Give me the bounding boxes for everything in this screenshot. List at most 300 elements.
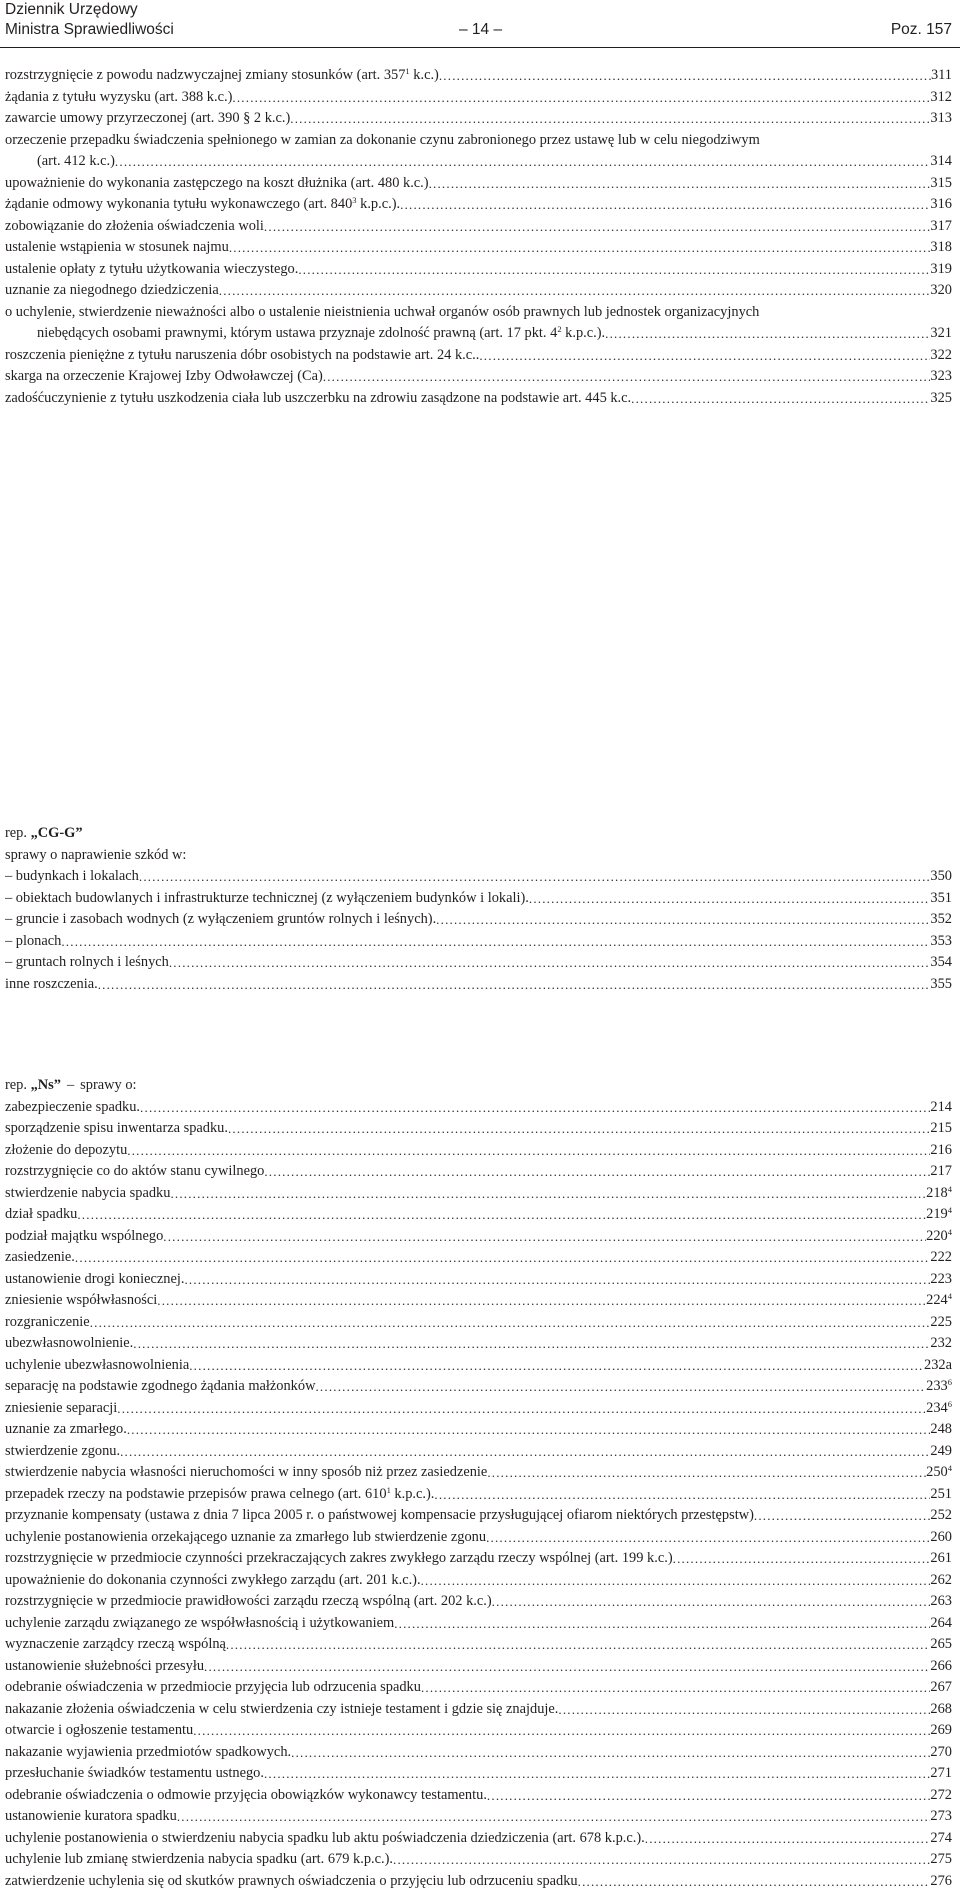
entry-page xyxy=(926,1204,952,1226)
entry-text xyxy=(5,974,98,996)
entry-text xyxy=(5,1828,645,1850)
entry-text xyxy=(5,1183,170,1205)
entry-text-main: – obiektach budowlanych i infrastrukturze technicznej (z wyłączeniem budynków i lokali). xyxy=(5,890,529,906)
toc-entry xyxy=(5,1591,952,1613)
dot-leader xyxy=(393,1849,930,1871)
entry-page-number: 315 xyxy=(930,175,952,191)
entry-text-main: odebranie oświadczenia w przedmiocie przyjęcia lub odrzucenia spadku xyxy=(5,1679,421,1695)
entry-page-number: 320 xyxy=(930,282,952,298)
entry-page xyxy=(930,345,952,367)
entry-page-number: 263 xyxy=(930,1593,952,1609)
entry-text xyxy=(5,1527,486,1549)
entry-page-number: 217 xyxy=(930,1163,952,1179)
dot-leader xyxy=(529,888,931,910)
toc-entry xyxy=(5,1828,952,1850)
toc-entry xyxy=(5,931,952,953)
entry-page-number: 350 xyxy=(930,868,952,884)
toc-entry xyxy=(5,952,952,974)
entry-page xyxy=(930,173,952,195)
entry-page-number: 251 xyxy=(930,1486,952,1502)
toc-entry xyxy=(5,1871,952,1892)
dot-leader xyxy=(204,1656,930,1678)
entry-page xyxy=(930,108,952,130)
dot-leader xyxy=(434,1484,930,1506)
dot-leader xyxy=(264,1763,930,1785)
toc-entry xyxy=(5,1763,952,1785)
entry-page-number: 223 xyxy=(930,1271,952,1287)
toc-entry xyxy=(5,1140,952,1162)
entry-page xyxy=(930,1247,952,1269)
entry-page-number: 252 xyxy=(930,1507,952,1523)
cgg-heading-label: „CG-G” xyxy=(31,825,83,841)
dot-leader xyxy=(394,1613,930,1635)
toc-entry xyxy=(5,1312,952,1334)
toc-entry xyxy=(5,216,952,238)
toc-entry xyxy=(5,1333,952,1355)
entry-page-number: 271 xyxy=(930,1765,952,1781)
entry-text-main: nakazanie wyjawienia przedmiotów spadkowych. xyxy=(5,1744,291,1760)
entry-text-main: rozstrzygnięcie co do aktów stanu cywilnego xyxy=(5,1163,264,1179)
entry-page xyxy=(930,323,952,345)
entry-text xyxy=(5,1140,127,1162)
entry-page-number: 353 xyxy=(930,933,952,949)
entry-page-number: 250 xyxy=(926,1464,948,1480)
toc-entry xyxy=(5,259,952,281)
cgg-subtitle: sprawy o naprawienie szkód w: xyxy=(5,845,952,867)
entry-page-number: 234 xyxy=(926,1400,948,1416)
entry-text-main: nakazanie złożenia oświadczenia w celu stwierdzenia czy istnieje testament i gdzie się znajduje. xyxy=(5,1701,558,1717)
dot-leader xyxy=(157,1290,926,1312)
dot-leader xyxy=(264,216,930,238)
entry-page xyxy=(930,1656,952,1678)
toc-entry xyxy=(5,1699,952,1721)
dot-leader xyxy=(439,65,931,87)
entry-page-number: 323 xyxy=(930,368,952,384)
entry-text-main: ubezwłasnowolnienie. xyxy=(5,1335,133,1351)
entry-page xyxy=(930,151,952,173)
entry-page xyxy=(930,280,952,302)
entry-page-number: 314 xyxy=(930,153,952,169)
toc-entry xyxy=(5,1247,952,1269)
entry-continuation xyxy=(5,323,952,345)
entry-text xyxy=(5,1290,157,1312)
entry-text-main: rozstrzygnięcie z powodu nadzwyczajnej zmiany stosunków (art. 357 xyxy=(5,67,405,83)
entry-text-main: zadośćuczynienie z tytułu uszkodzenia ciała lub uszczerbku na zdrowiu zasądzone na podstawie art. 445 k.c. xyxy=(5,390,631,406)
entry-text-main: uznanie za zmarłego. xyxy=(5,1421,127,1437)
entry-text xyxy=(5,173,429,195)
dot-leader xyxy=(75,1247,930,1269)
entry-page xyxy=(930,888,952,910)
dot-leader xyxy=(184,1269,930,1291)
entry-page-number: 224 xyxy=(926,1292,948,1308)
entry-text xyxy=(5,1785,487,1807)
entry-text-main: wyznaczenie zarządcy rzeczą wspólną xyxy=(5,1636,226,1652)
entry-text-main: ustanowienie drogi koniecznej. xyxy=(5,1271,184,1287)
dot-leader xyxy=(264,1161,930,1183)
entry-page-number: 352 xyxy=(930,911,952,927)
toc-entry xyxy=(5,1634,952,1656)
dot-leader xyxy=(421,1570,931,1592)
entry-text-after: k.p.c.). xyxy=(562,325,606,341)
toc-entry xyxy=(5,345,952,367)
dot-leader xyxy=(127,1419,931,1441)
toc-entry xyxy=(5,1742,952,1764)
entry-text xyxy=(5,1484,434,1506)
dot-leader xyxy=(673,1548,931,1570)
entry-text-superscript: 1 xyxy=(387,1485,391,1495)
dot-leader xyxy=(486,1527,930,1549)
entry-text xyxy=(5,1849,393,1871)
entry-text xyxy=(5,345,479,367)
entry-page xyxy=(930,1677,952,1699)
ministry-name: Ministra Sprawiedliwości xyxy=(5,20,174,39)
entry-page-number: 322 xyxy=(930,347,952,363)
entry-page xyxy=(930,1161,952,1183)
header-rule xyxy=(0,47,960,48)
dot-leader xyxy=(229,237,931,259)
toc-entry xyxy=(5,1398,952,1420)
ns-heading-label: „Ns” xyxy=(31,1077,61,1093)
toc-entry xyxy=(5,1183,952,1205)
entry-page xyxy=(930,216,952,238)
entry-text-main: separację na podstawie zgodnego żądania małżonków xyxy=(5,1378,315,1394)
entry-page-number: 312 xyxy=(930,89,952,105)
entry-page-number: 265 xyxy=(930,1636,952,1652)
entry-text xyxy=(5,1656,204,1678)
dot-leader xyxy=(77,1204,926,1226)
entry-text-main: – plonach xyxy=(5,933,61,949)
entry-text-main: uznanie za niegodnego dziedziczenia xyxy=(5,282,219,298)
entry-page xyxy=(930,1548,952,1570)
toc-entry xyxy=(5,65,952,87)
entry-text-superscript: 2 xyxy=(557,324,561,334)
toc-entry xyxy=(5,1269,952,1291)
entry-text-superscript: 1 xyxy=(405,66,409,76)
dot-leader xyxy=(605,323,930,345)
ns-heading xyxy=(5,1075,952,1097)
dot-leader xyxy=(219,280,931,302)
entry-page xyxy=(930,1742,952,1764)
entry-page-number: 325 xyxy=(930,390,952,406)
entry-text-after: k.p.c.). xyxy=(357,196,401,212)
dot-leader xyxy=(226,1634,931,1656)
entry-text: o uchylenie, stwierdzenie nieważności albo o ustalenie nieistnienia uchwał organów osób prawnych lub jednostek organizacyjnych xyxy=(5,302,952,324)
entry-text xyxy=(5,909,436,931)
entry-text xyxy=(5,108,290,130)
dot-leader xyxy=(120,1441,930,1463)
toc-entry xyxy=(5,87,952,109)
entry-text xyxy=(5,1613,394,1635)
dot-leader xyxy=(558,1699,930,1721)
entry-page xyxy=(930,1613,952,1635)
entry-page-number: 248 xyxy=(930,1421,952,1437)
entry-text xyxy=(37,151,115,173)
entry-text-main: podział majątku wspólnego xyxy=(5,1228,163,1244)
entry-page xyxy=(930,87,952,109)
entry-page xyxy=(930,1097,952,1119)
entry-page-number: 273 xyxy=(930,1808,952,1824)
entry-page xyxy=(930,909,952,931)
entry-page-number: 260 xyxy=(930,1529,952,1545)
entry-text xyxy=(5,1548,673,1570)
entry-page-number: 268 xyxy=(930,1701,952,1717)
entry-page-superscript: 6 xyxy=(948,1399,952,1409)
entry-text-main: ustanowienie służebności przesyłu xyxy=(5,1658,204,1674)
entry-page-number: 262 xyxy=(930,1572,952,1588)
dot-leader xyxy=(290,108,930,130)
entry-page xyxy=(930,1699,952,1721)
entry-page xyxy=(930,1269,952,1291)
toc-entry xyxy=(5,1548,952,1570)
entry-text xyxy=(5,866,139,888)
entry-page xyxy=(930,1806,952,1828)
dot-leader xyxy=(189,1355,924,1377)
entry-text xyxy=(5,1118,228,1140)
entry-page-number: 276 xyxy=(930,1873,952,1889)
entry-page xyxy=(930,1570,952,1592)
entry-text xyxy=(5,1161,264,1183)
entry-text-main: skarga na orzeczenie Krajowej Izby Odwoławczej (Ca) xyxy=(5,368,323,384)
entry-text-main: (art. 412 k.c.) xyxy=(37,153,115,169)
entry-text xyxy=(5,888,529,910)
toc-entry xyxy=(5,1806,952,1828)
entry-text-main: niebędących osobami prawnymi, którym ustawa przyznaje zdolność prawną (art. 17 pkt. 4 xyxy=(37,325,557,341)
dot-leader xyxy=(291,1742,930,1764)
ns-heading-dash: – xyxy=(67,1075,74,1097)
entry-page xyxy=(930,1763,952,1785)
entry-page-number: 225 xyxy=(930,1314,952,1330)
entry-text-main: zawarcie umowy przyrzeczonej (art. 390 § 2 k.c.) xyxy=(5,110,290,126)
toc-entry xyxy=(5,1849,952,1871)
entry-page xyxy=(930,1333,952,1355)
entry-text-main: stwierdzenie nabycia własności nieruchomości w inny sposób niż przez zasiedzenie xyxy=(5,1464,487,1480)
entry-page xyxy=(930,1871,952,1892)
entry-text xyxy=(5,87,232,109)
entry-page-number: 321 xyxy=(930,325,952,341)
entry-text-superscript: 3 xyxy=(352,195,356,205)
toc-entry xyxy=(5,237,952,259)
entry-page-number: 222 xyxy=(930,1249,952,1265)
entry-page-number: 220 xyxy=(926,1228,948,1244)
cgg-heading-prefix: rep. xyxy=(5,825,31,841)
entry-page-number: 316 xyxy=(930,196,952,212)
toc-entry xyxy=(5,388,952,410)
entry-text xyxy=(5,1806,177,1828)
toc-entry xyxy=(5,909,952,931)
toc-entry xyxy=(5,366,952,388)
toc-entry xyxy=(5,1097,952,1119)
entry-page xyxy=(930,1828,952,1850)
entry-page xyxy=(930,1849,952,1871)
cgg-section xyxy=(5,823,952,995)
entry-text xyxy=(5,1742,291,1764)
dot-leader xyxy=(429,173,931,195)
entry-text-main: – gruncie i zasobach wodnych (z wyłączeniem gruntów rolnych i leśnych). xyxy=(5,911,436,927)
entry-page-number: 274 xyxy=(930,1830,952,1846)
toc-entry xyxy=(5,280,952,302)
entry-page xyxy=(926,1398,952,1420)
entry-text-main: zatwierdzenie uchylenia się od skutków prawnych oświadczenia o przyjęciu lub odrzuceniu spadku xyxy=(5,1873,578,1889)
entry-text-main: przesłuchanie świadków testamentu ustnego. xyxy=(5,1765,264,1781)
entry-page xyxy=(930,366,952,388)
entry-text xyxy=(5,1247,75,1269)
dot-leader xyxy=(487,1785,930,1807)
dot-leader xyxy=(315,1376,926,1398)
ns-heading-rest: sprawy o: xyxy=(80,1077,136,1093)
entry-page-number: 249 xyxy=(930,1443,952,1459)
toc-entry xyxy=(5,1226,952,1248)
entry-text xyxy=(5,1591,492,1613)
dot-leader xyxy=(487,1462,926,1484)
entry-text-main: zobowiązanie do złożenia oświadczenia woli xyxy=(5,218,264,234)
dot-leader xyxy=(400,194,930,216)
toc-entry xyxy=(5,1462,952,1484)
entry-text-main: stwierdzenie nabycia spadku xyxy=(5,1185,170,1201)
entry-text-main: – gruntach rolnych i leśnych xyxy=(5,954,169,970)
entry-text-main: zasiedzenie. xyxy=(5,1249,75,1265)
entry-page xyxy=(930,1591,952,1613)
entry-page-number: 319 xyxy=(930,261,952,277)
entry-page-number: 266 xyxy=(930,1658,952,1674)
entry-page xyxy=(930,1312,952,1334)
journal-title: Dziennik Urzędowy xyxy=(5,0,138,19)
ns-heading-prefix: rep. xyxy=(5,1077,31,1093)
entry-page xyxy=(930,259,952,281)
entry-text-main: żądania z tytułu wyzysku (art. 388 k.c.) xyxy=(5,89,232,105)
dot-leader xyxy=(177,1806,931,1828)
dot-leader xyxy=(578,1871,931,1892)
cgg-entries xyxy=(5,866,952,995)
entry-text-main: rozstrzygnięcie w przedmiocie prawidłowości zarządu rzeczą wspólną (art. 202 k.c.) xyxy=(5,1593,492,1609)
dot-leader xyxy=(115,151,930,173)
entry-text-main: ustalenie opłaty z tytułu użytkowania wieczystego. xyxy=(5,261,298,277)
entry-page-number: 269 xyxy=(930,1722,952,1738)
dot-leader xyxy=(193,1720,930,1742)
entry-page-number: 318 xyxy=(930,239,952,255)
dot-leader xyxy=(98,974,931,996)
dot-leader xyxy=(323,366,931,388)
toc-entry xyxy=(5,1570,952,1592)
entry-text xyxy=(5,1398,117,1420)
dot-leader xyxy=(298,259,930,281)
entry-text-main: ustanowienie kuratora spadku xyxy=(5,1808,177,1824)
toc-entry xyxy=(5,173,952,195)
entry-page xyxy=(930,1419,952,1441)
toc-entry xyxy=(5,1505,952,1527)
dot-leader xyxy=(127,1140,930,1162)
entry-page xyxy=(930,1118,952,1140)
entry-page-number: 216 xyxy=(930,1142,952,1158)
entry-text-main: otwarcie i ogłoszenie testamentu xyxy=(5,1722,193,1738)
entry-text xyxy=(5,1355,189,1377)
entry-text-main: rozgraniczenie xyxy=(5,1314,90,1330)
dot-leader xyxy=(61,931,930,953)
dot-leader xyxy=(139,866,931,888)
toc-entry xyxy=(5,1419,952,1441)
entry-text-main: przyznanie kompensaty (ustawa z dnia 7 lipca 2005 r. o państwowej kompensacie przysługującej ofiarom niektórych przestępstw) xyxy=(5,1507,754,1523)
toc-entry xyxy=(5,1376,952,1398)
entry-text xyxy=(5,65,439,87)
toc-entry xyxy=(5,1161,952,1183)
toc-entry xyxy=(5,1355,952,1377)
entry-page xyxy=(926,1290,952,1312)
dot-leader xyxy=(170,1183,926,1205)
entry-text-main: dział spadku xyxy=(5,1206,77,1222)
entry-text xyxy=(5,1441,120,1463)
toc-entry xyxy=(5,1204,952,1226)
toc-entry xyxy=(5,1613,952,1635)
entry-page xyxy=(930,1720,952,1742)
entry-page xyxy=(930,952,952,974)
entry-text xyxy=(5,1097,140,1119)
toc-entry xyxy=(5,1656,952,1678)
entry-page xyxy=(930,1785,952,1807)
entry-page-number: 232a xyxy=(924,1357,952,1373)
toc-entry xyxy=(5,1785,952,1807)
entry-text xyxy=(5,366,323,388)
dot-leader xyxy=(133,1333,930,1355)
entry-text xyxy=(5,1419,127,1441)
dot-leader xyxy=(140,1097,930,1119)
entry-text-main: – budynkach i lokalach xyxy=(5,868,139,884)
page-number: – 14 – xyxy=(459,20,502,39)
dot-leader xyxy=(163,1226,926,1248)
entry-page-number: 313 xyxy=(930,110,952,126)
entry-page xyxy=(930,1634,952,1656)
entry-text xyxy=(5,1871,578,1892)
entry-text xyxy=(5,1677,421,1699)
entry-page xyxy=(930,388,952,410)
entry-page xyxy=(926,1462,952,1484)
entry-page-number: 218 xyxy=(926,1185,948,1201)
entry-continuation xyxy=(5,151,952,173)
toc-entry xyxy=(5,130,952,173)
dot-leader xyxy=(228,1118,930,1140)
entry-page-superscript: 4 xyxy=(948,1463,952,1473)
entry-page xyxy=(930,1140,952,1162)
ns-entries xyxy=(5,1097,952,1892)
toc-entry xyxy=(5,194,952,216)
entry-text-main: rozstrzygnięcie w przedmiocie czynności przekraczających zakres zwykłego zarządu rzeczy wspólnej (art. 199 k.c.) xyxy=(5,1550,673,1566)
position-number: Poz. 157 xyxy=(891,20,952,39)
dot-leader xyxy=(421,1677,930,1699)
entry-text-main: odebranie oświadczenia o odmowie przyjęcia obowiązków wykonawcy testamentu. xyxy=(5,1787,487,1803)
entry-text-main: przepadek rzeczy na podstawie przepisów prawa celnego (art. 610 xyxy=(5,1486,387,1502)
entry-page-superscript: 4 xyxy=(948,1184,952,1194)
toc-entry xyxy=(5,1118,952,1140)
entry-text xyxy=(5,237,229,259)
entry-page xyxy=(930,1505,952,1527)
entry-page xyxy=(926,1226,952,1248)
entry-text xyxy=(5,259,298,281)
entry-text xyxy=(5,194,400,216)
entry-page xyxy=(930,866,952,888)
entry-page xyxy=(930,1441,952,1463)
entry-page-superscript: 4 xyxy=(948,1227,952,1237)
entry-text xyxy=(5,1376,315,1398)
toc-entry xyxy=(5,1484,952,1506)
entry-text-main: uchylenie lub zmianę stwierdzenia nabycia spadku (art. 679 k.p.c.). xyxy=(5,1851,393,1867)
dot-leader xyxy=(436,909,930,931)
toc-entry xyxy=(5,302,952,345)
dot-leader xyxy=(479,345,930,367)
dot-leader xyxy=(492,1591,931,1613)
entry-text-main: inne roszczenia. xyxy=(5,976,98,992)
entry-page xyxy=(930,1484,952,1506)
entry-text-main: zniesienie współwłasności xyxy=(5,1292,157,1308)
entry-page-number: 219 xyxy=(926,1206,948,1222)
entry-text xyxy=(5,1505,754,1527)
